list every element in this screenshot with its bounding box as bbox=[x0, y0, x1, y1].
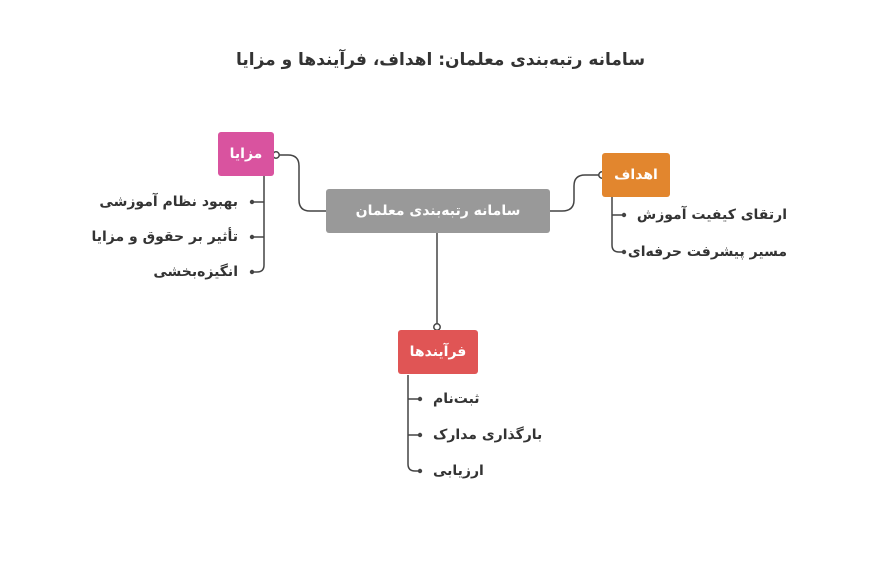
benefits-item: بهبود نظام آموزشی bbox=[99, 194, 238, 210]
processes-item: بارگذاری مدارک bbox=[433, 427, 543, 443]
benefits-item: تأثیر بر حقوق و مزایا bbox=[91, 229, 238, 245]
processes-item: ثبت‌نام bbox=[433, 391, 480, 407]
diagram-title: سامانه رتبه‌بندی معلمان: اهداف، فرآیندها و مزایا bbox=[235, 50, 646, 70]
processes-node[interactable] bbox=[398, 330, 478, 374]
benefits-node[interactable] bbox=[218, 132, 274, 176]
processes-branch bbox=[408, 375, 420, 471]
center-node-label: سامانه رتبه‌بندی معلمان bbox=[355, 203, 521, 219]
goals-item: مسیر پیشرفت حرفه‌ای bbox=[627, 244, 787, 260]
goals-node-label: اهداف bbox=[614, 167, 658, 183]
processes-item: ارزیابی bbox=[433, 463, 484, 479]
goals-node[interactable] bbox=[602, 153, 670, 197]
benefits-item: انگیزه‌بخشی bbox=[153, 264, 238, 280]
connector-center-benefits bbox=[276, 155, 326, 211]
center-node[interactable] bbox=[326, 189, 550, 233]
goals-branch bbox=[612, 197, 624, 252]
connector-center-goals bbox=[550, 175, 602, 211]
processes-node-label: فرآیندها bbox=[409, 344, 467, 360]
benefits-node-label: مزایا bbox=[229, 146, 263, 162]
benefits-branch bbox=[252, 176, 264, 272]
goals-item: ارتقای کیفیت آموزش bbox=[636, 207, 787, 223]
